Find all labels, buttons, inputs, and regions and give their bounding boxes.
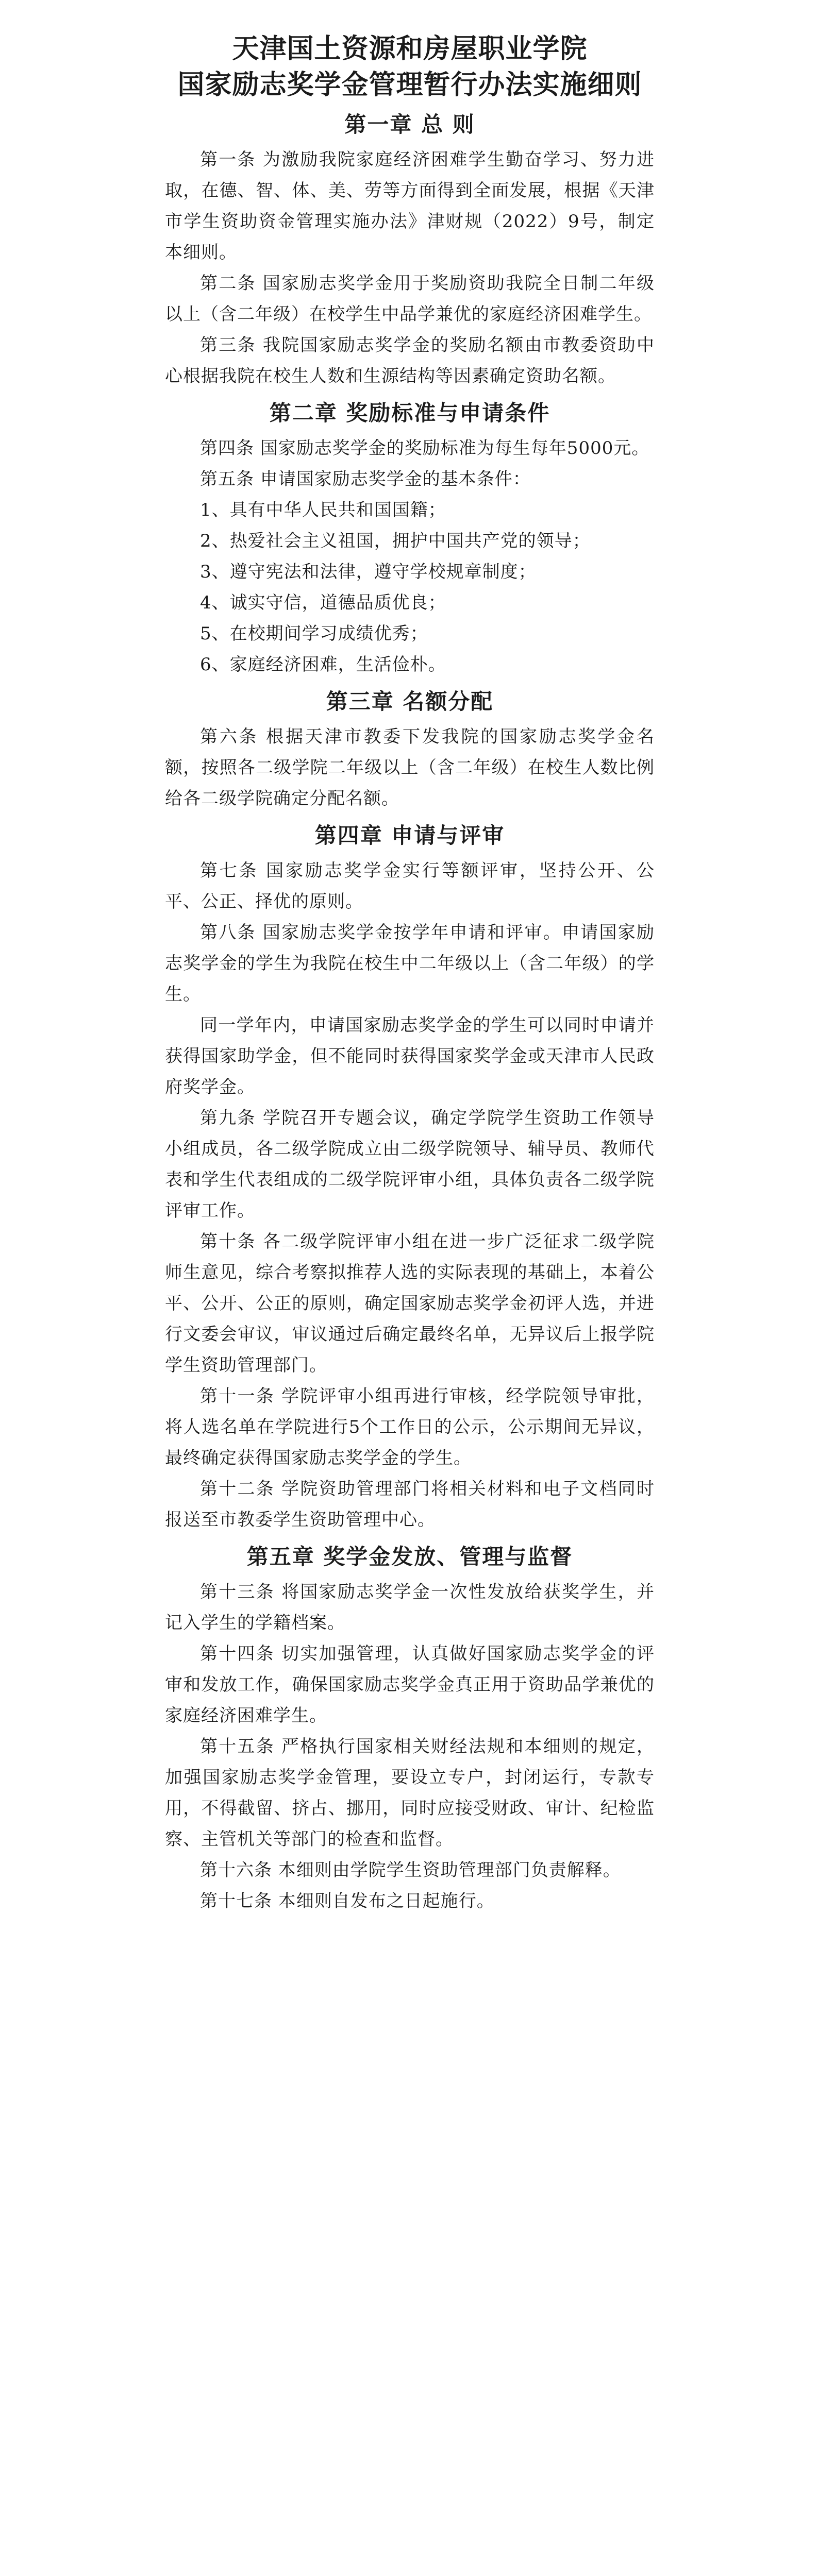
condition-item: 3、遵守宪法和法律，遵守学校规章制度；	[200, 562, 537, 582]
condition-item: 1、具有中华人民共和国国籍；	[200, 500, 446, 520]
article-paragraph: 第十三条 将国家励志奖学金一次性发放给获奖学生，并记入学生的学籍档案。	[165, 1582, 655, 1633]
doc-title-line1: 天津国土资源和房屋职业学院	[232, 33, 588, 64]
article-paragraph: 第十六条 本细则由学院学生资助管理部门负责解释。	[200, 1860, 621, 1880]
article-paragraph: 第七条 国家励志奖学金实行等额评审，坚持公开、公平、公正、择优的原则。	[165, 860, 655, 912]
article-paragraph: 第十五条 严格执行国家相关财经法规和本细则的规定，加强国家励志奖学金管理，要设立专户，封闭运行，专款专用，不得截留、挤占、挪用，同时应接受财政、审计、纪检监察、主管机关等部门的检查和监督。	[165, 1736, 655, 1850]
article-paragraph: 同一学年内，申请国家励志奖学金的学生可以同时申请并获得国家助学金，但不能同时获得国家奖学金或天津市人民政府奖学金。	[165, 1015, 655, 1097]
article-paragraph: 第九条 学院召开专题会议，确定学院学生资助工作领导小组成员，各二级学院成立由二级学院领导、辅导员、教师代表和学生代表组成的二级学院评审小组，具体负责各二级学院评审工作。	[165, 1108, 655, 1221]
condition-item: 5、在校期间学习成绩优秀；	[200, 623, 428, 644]
chapter-heading: 第一章 总 则	[344, 112, 475, 137]
chapter-heading: 第三章 名额分配	[326, 689, 494, 714]
article-paragraph: 第一条 为激励我院家庭经济困难学生勤奋学习、努力进取，在德、智、体、美、劳等方面得到全面发展，根据《天津市学生资助资金管理实施办法》津财规（2022）9号，制定本细则。	[165, 149, 655, 263]
condition-item: 6、家庭经济困难，生活俭朴。	[200, 654, 446, 675]
regulation-document	[165, 31, 655, 1917]
article-paragraph: 第三条 我院国家励志奖学金的奖励名额由市教委资助中心根据我院在校生人数和生源结构等因素确定资助名额。	[165, 335, 655, 386]
chapter-heading: 第五章 奖学金发放、管理与监督	[246, 1544, 573, 1569]
article-paragraph: 第六条 根据天津市教委下发我院的国家励志奖学金名额，按照各二级学院二年级以上（含二年级）在校生人数比例给各二级学院确定分配名额。	[165, 726, 655, 809]
article-paragraph: 第四条 国家励志奖学金的奖励标准为每生每年5000元。	[200, 438, 650, 459]
article-paragraph: 第十四条 切实加强管理，认真做好国家励志奖学金的评审和发放工作，确保国家励志奖学金真正用于资助品学兼优的家庭经济困难学生。	[165, 1643, 655, 1726]
article-paragraph: 第八条 国家励志奖学金按学年申请和评审。申请国家励志奖学金的学生为我院在校生中二年级以上（含二年级）的学生。	[165, 922, 655, 1005]
condition-item: 2、热爱社会主义祖国，拥护中国共产党的领导；	[200, 531, 591, 551]
article-paragraph: 第五条 申请国家励志奖学金的基本条件：	[200, 469, 531, 489]
chapter-heading: 第二章 奖励标准与申请条件	[269, 400, 550, 426]
article-paragraph: 第十七条 本细则自发布之日起施行。	[200, 1891, 495, 1911]
article-paragraph: 第十条 各二级学院评审小组在进一步广泛征求二级学院师生意见，综合考察拟推荐人选的实际表现的基础上，本着公平、公开、公正的原则，确定国家励志奖学金初评人选，并进行文委会审议，审议通过后确定最终名单，无异议后上报学院学生资助管理部门。	[165, 1231, 655, 1376]
condition-item: 4、诚实守信，道德品质优良；	[200, 592, 446, 613]
article-paragraph: 第十一条 学院评审小组再进行审核，经学院领导审批，将人选名单在学院进行5个工作日的公示，公示期间无异议，最终确定获得国家励志奖学金的学生。	[165, 1386, 655, 1468]
doc-title-line2: 国家励志奖学金管理暂行办法实施细则	[177, 70, 642, 100]
chapters	[165, 108, 655, 1917]
chapter-heading: 第四章 申请与评审	[314, 823, 505, 848]
article-paragraph: 第二条 国家励志奖学金用于奖励资助我院全日制二年级以上（含二年级）在校学生中品学兼优的家庭经济困难学生。	[165, 273, 655, 325]
article-paragraph: 第十二条 学院资助管理部门将相关材料和电子文档同时报送至市教委学生资助管理中心。	[165, 1479, 655, 1530]
